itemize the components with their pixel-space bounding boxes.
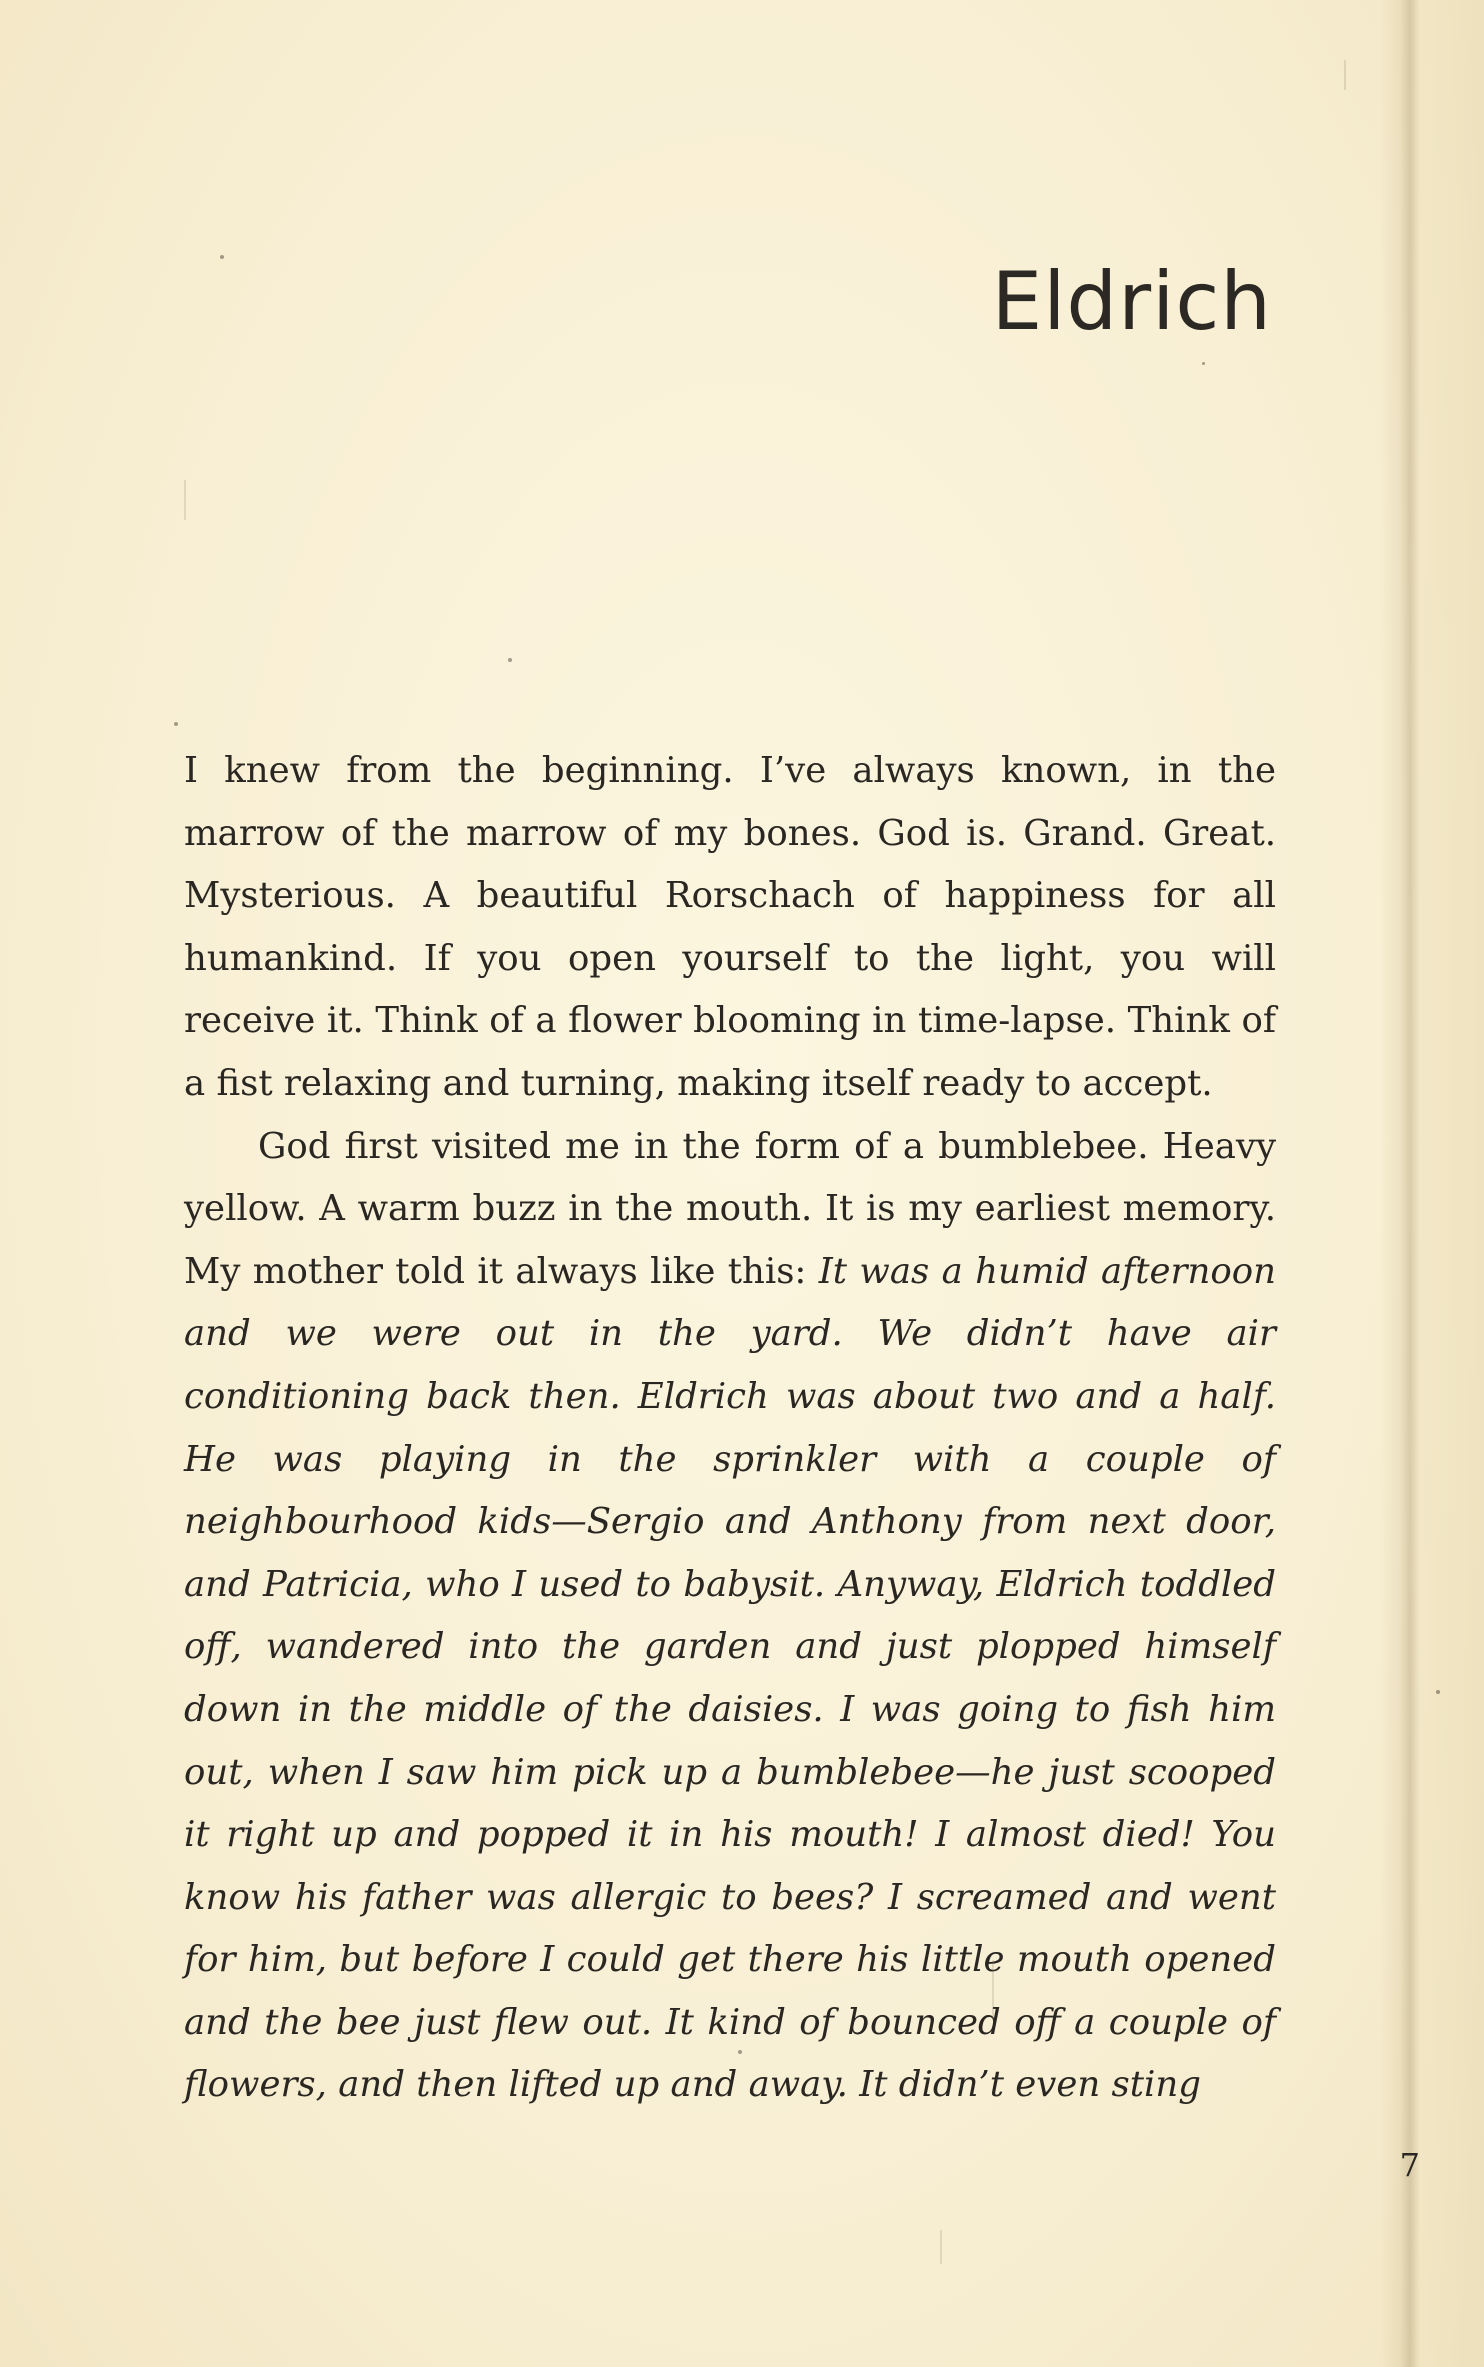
chapter-title: Eldrich — [991, 255, 1272, 348]
paper-speck — [220, 255, 224, 259]
paragraph-2-roman-text: God first visited me in the form of a bumblebee. Heavy yellow. A warm buzz in the mouth. It is my earliest memory. My mother told it always like this: — [184, 1125, 1276, 1292]
paper-scratch — [184, 480, 186, 520]
paper-speck — [738, 2050, 742, 2054]
body-text — [184, 740, 1276, 2117]
paragraph-1: I knew from the beginning. I’ve always known, in the marrow of the marrow of my bones. God is. Grand. Great. Mysterious. A beautiful Rorschach of happiness for all humankind. If you open yourself to the light, you will receive it. Think of a flower blooming in time-lapse. Think of a fist relaxing and turning, making itself ready to accept. — [184, 750, 1276, 1104]
paragraph-2-italic-quote: It was a humid afternoon and we were out in the yard. We didn’t have air conditioning back then. Eldrich was about two and a half. He was playing in the sprinkler with a couple of neighbourhood kids—Sergio and Anthony from next door, and Patricia, who I used to babysit. Anyway, Eldrich toddled off, wandered into the garden and just plopped himself down in the middle of the daisies. I was going to fish him out, when I saw him pick up a bumblebee—he just scooped it right up and popped it in his mouth! I almost died! You know his father was allergic to bees? I screamed and went for him, but before I could get there his little mouth opened and the bee just flew out. It kind of bounced off a couple of flowers, and then lifted up and away. It didn’t even sting — [184, 1250, 1276, 2106]
paper-speck — [174, 722, 178, 726]
paragraph-2 — [184, 1116, 1276, 2118]
paper-speck — [1202, 362, 1205, 365]
paper-scratch — [1344, 60, 1346, 90]
paper-speck — [1436, 1690, 1440, 1694]
paper-scratch — [992, 1960, 994, 2020]
paper-scratch — [940, 2230, 942, 2264]
paper-speck — [508, 658, 512, 662]
page-number: 7 — [1399, 2146, 1420, 2184]
